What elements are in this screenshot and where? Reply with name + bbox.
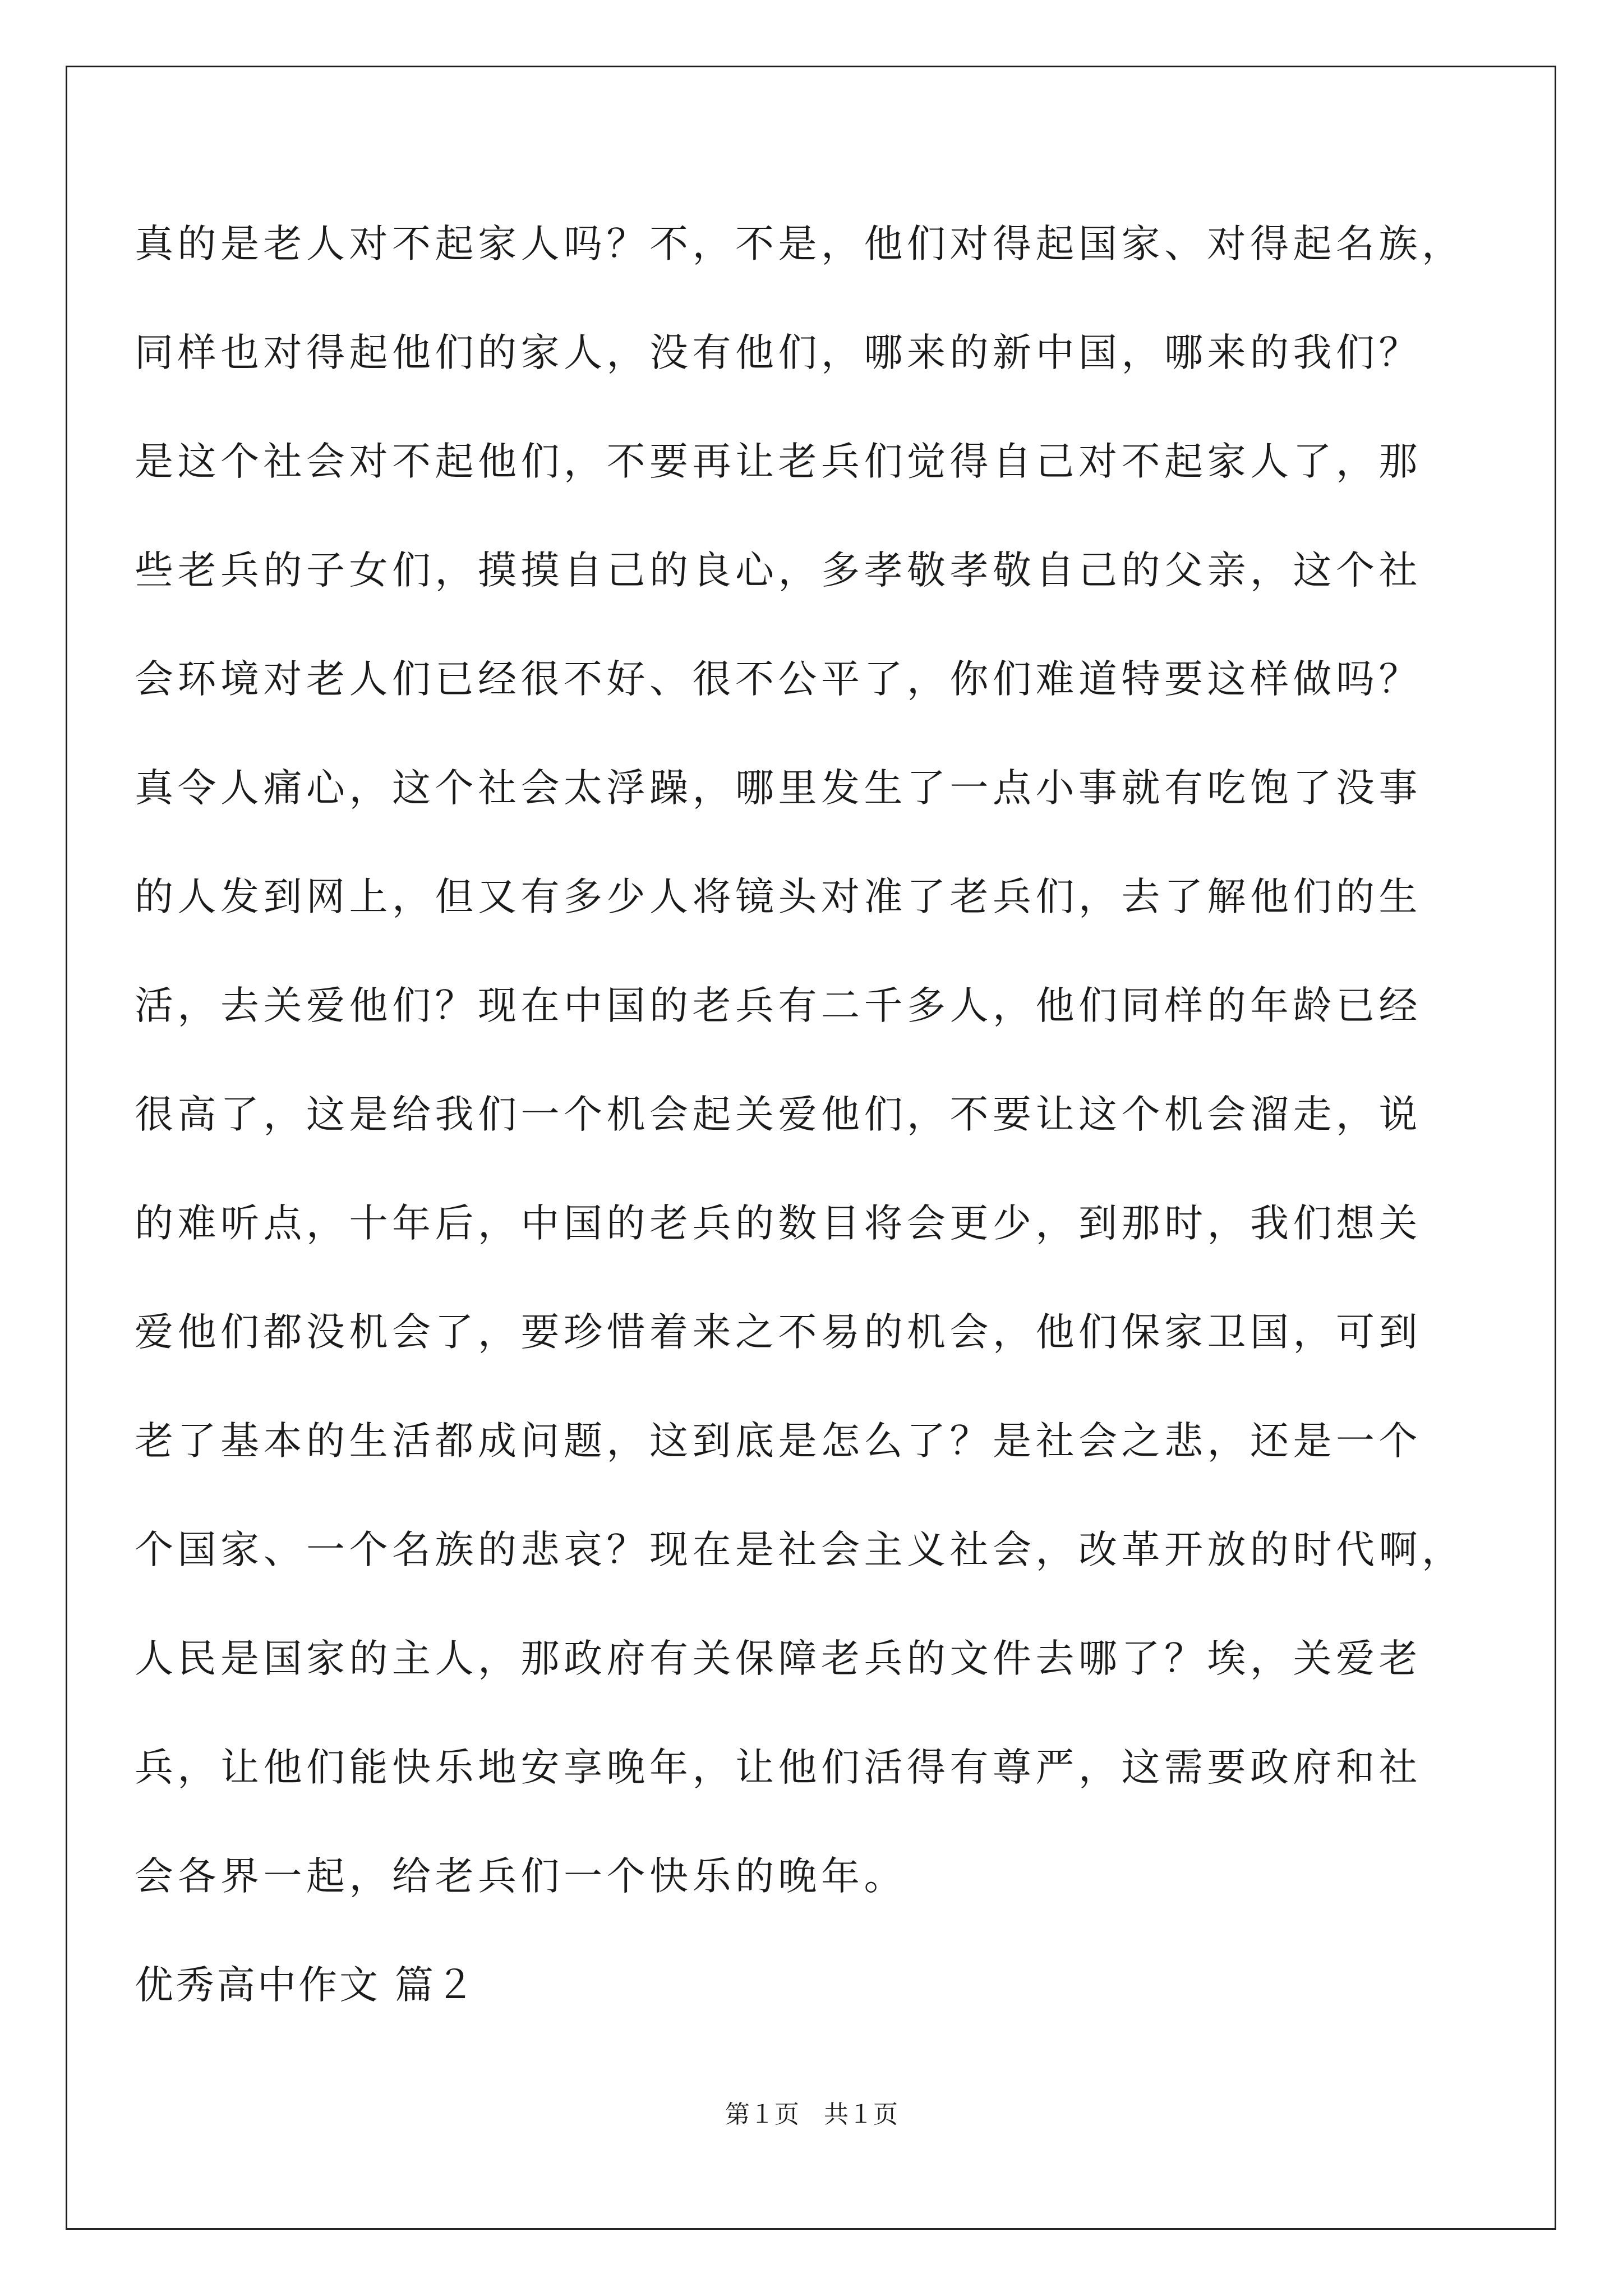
- paragraph-line: 人民是国家的主人，那政府有关保障老兵的文件去哪了？埃，关爱老: [135, 1636, 1422, 1681]
- paragraph-line: 个国家、一个名族的悲哀？现在是社会主义社会，改革开放的时代啊，: [135, 1527, 1465, 1572]
- paragraph-line: 会环境对老人们已经很不好、很不公平了，你们难道特要这样做吗？: [135, 657, 1422, 702]
- paragraph-line: 很高了，这是给我们一个机会起关爱他们，不要让这个机会溜走，说: [135, 1092, 1422, 1137]
- paragraph-line: 的难听点，十年后，中国的老兵的数目将会更少，到那时，我们想关: [135, 1201, 1422, 1246]
- paragraph-line: 兵，让他们能快乐地安享晚年，让他们活得有尊严，这需要政府和社: [135, 1745, 1422, 1790]
- paragraph-line: 些老兵的子女们，摸摸自己的良心，多孝敬孝敬自己的父亲，这个社: [135, 548, 1422, 593]
- paragraph-line: 同样也对得起他们的家人，没有他们，哪来的新中国，哪来的我们？: [135, 330, 1422, 375]
- paragraph-line: 是这个社会对不起他们，不要再让老兵们觉得自己对不起家人了，那: [135, 439, 1422, 484]
- paragraph-line: 真的是老人对不起家人吗？不，不是，他们对得起国家、对得起名族，: [135, 222, 1465, 266]
- page-number-footer: 第１页 共１页: [725, 2100, 898, 2129]
- paragraph-line: 的人发到网上，但又有多少人将镜头对准了老兵们，去了解他们的生: [135, 875, 1422, 919]
- paragraph-line: 爱他们都没机会了，要珍惜着来之不易的机会，他们保家卫国，可到: [135, 1310, 1422, 1355]
- paragraph-line: 真令人痛心，这个社会太浮躁，哪里发生了一点小事就有吃饱了没事: [135, 766, 1422, 811]
- paragraph-line: 活，去关爱他们？现在中国的老兵有二千多人，他们同样的年龄已经: [135, 983, 1422, 1028]
- page-border: [66, 66, 1556, 2230]
- paragraph-line: 会各界一起，给老兵们一个快乐的晚年。: [135, 1854, 907, 1899]
- section-heading: 优秀高中作文 篇２: [135, 1963, 477, 2008]
- paragraph-line: 老了基本的生活都成问题，这到底是怎么了？是社会之悲，还是一个: [135, 1419, 1422, 1464]
